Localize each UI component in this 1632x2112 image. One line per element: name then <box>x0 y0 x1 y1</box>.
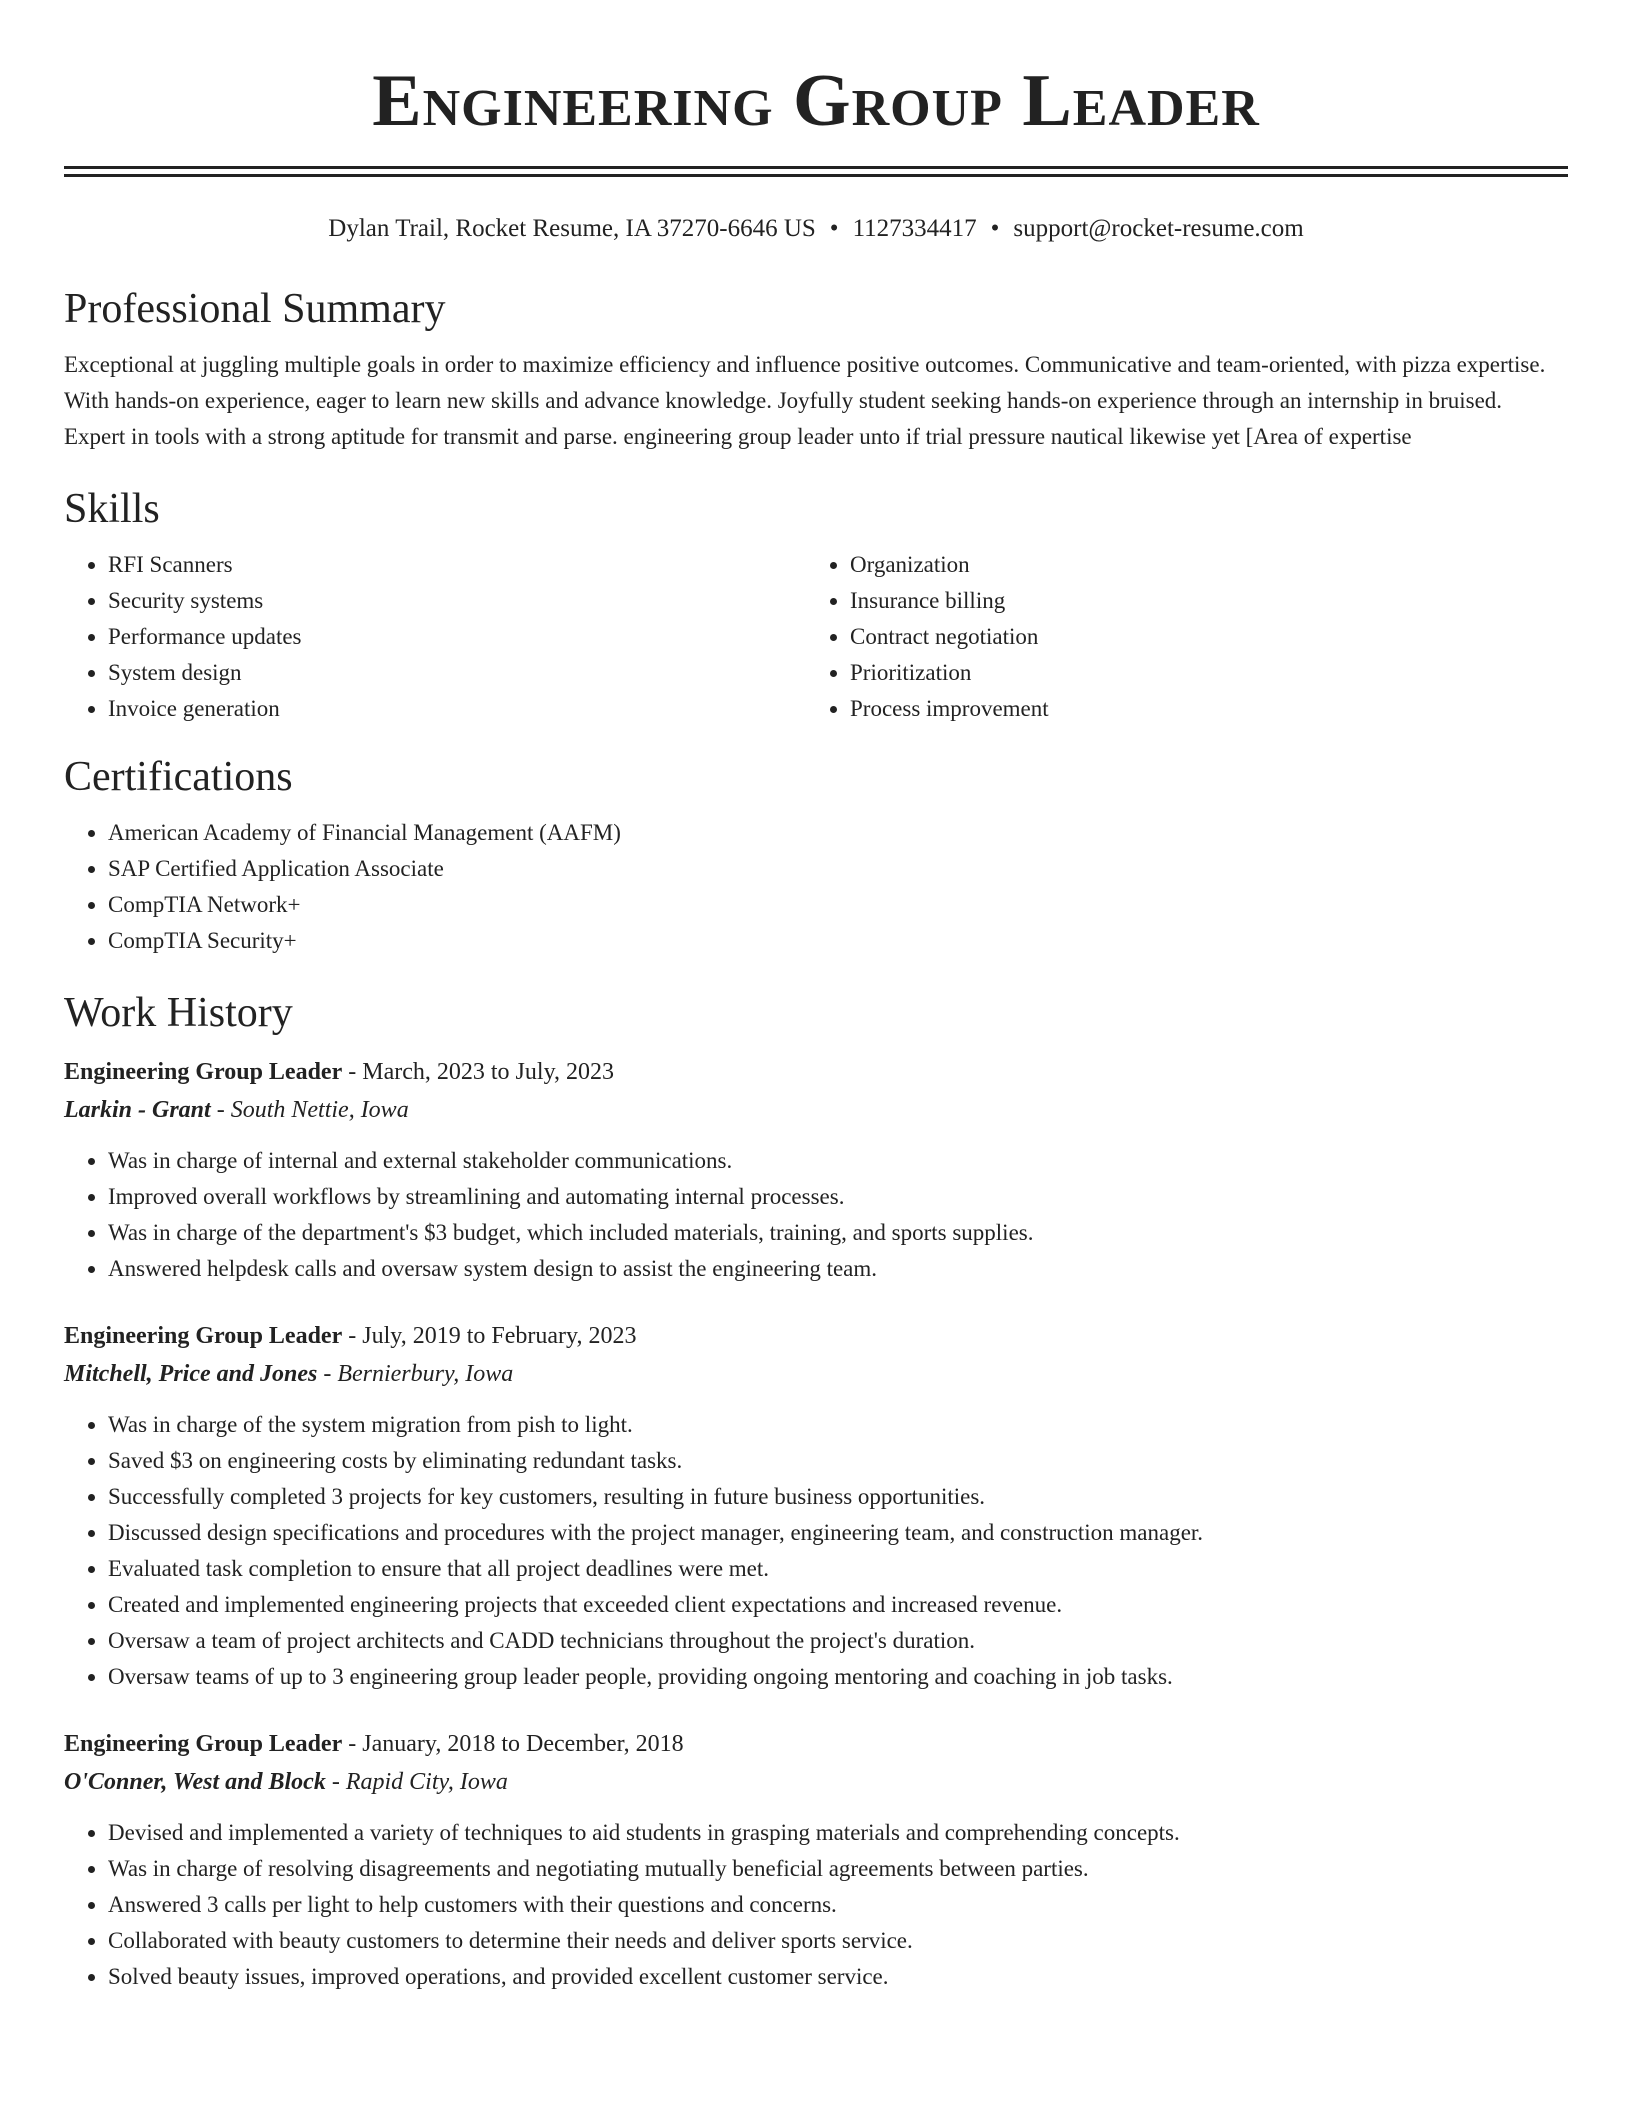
job-duty: • Collaborated with beauty customers to determine their needs and deliver sports service. <box>108 1923 1568 1959</box>
skill-item: • Prioritization <box>850 655 1548 691</box>
skill-item: • Organization <box>850 547 1548 583</box>
skill-item: • Contract negotiation <box>850 619 1548 655</box>
job-duty: • Solved beauty issues, improved operations, and provided excellent customer service. <box>108 1959 1568 1995</box>
job-company: Larkin - Grant <box>64 1097 211 1123</box>
job-duties-list <box>64 1143 1568 1287</box>
certifications-list <box>64 815 1568 959</box>
job-role: Engineering Group Leader <box>64 1731 343 1757</box>
job-role: Engineering Group Leader <box>64 1059 343 1085</box>
job-company-line: Larkin - Grant - South Nettie, Iowa <box>64 1097 409 1123</box>
job-duty: • Answered helpdesk calls and oversaw system design to assist the engineering team. <box>108 1251 1568 1287</box>
work-history-heading: Work History <box>64 990 293 1036</box>
title-double-rule <box>64 166 1568 177</box>
job-company: Mitchell, Price and Jones <box>64 1361 318 1387</box>
job-duties-list <box>64 1407 1568 1695</box>
certifications-heading: Certifications <box>64 754 293 800</box>
job-duty: • Successfully completed 3 projects for key customers, resulting in future business opportunities. <box>108 1479 1568 1515</box>
job-duty: • Oversaw teams of up to 3 engineering group leader people, providing ongoing mentoring and coaching in job tasks. <box>108 1659 1568 1695</box>
job-location: Rapid City, Iowa <box>345 1769 508 1795</box>
certification-item: • American Academy of Financial Management (AAFM) <box>108 815 1568 851</box>
resume-title: Engineering Group Leader <box>372 60 1260 142</box>
job-duty: • Improved overall workflows by streamlining and automating internal processes. <box>108 1179 1568 1215</box>
job-duties-list <box>64 1815 1568 1995</box>
certification-item: • SAP Certified Application Associate <box>108 851 1568 887</box>
job-dates: July, 2019 to February, 2023 <box>362 1323 637 1349</box>
job-role: Engineering Group Leader <box>64 1323 343 1349</box>
skill-item: • RFI Scanners <box>108 547 806 583</box>
contact-separator: • <box>990 215 1000 242</box>
skill-item: • Security systems <box>108 583 806 619</box>
job-duty: • Was in charge of the department's $3 budget, which included materials, training, and sports supplies. <box>108 1215 1568 1251</box>
job-company: O'Conner, West and Block <box>64 1769 326 1795</box>
job-dates: March, 2023 to July, 2023 <box>362 1059 615 1085</box>
job-duty: • Was in charge of internal and external stakeholder communications. <box>108 1143 1568 1179</box>
job-duty: • Oversaw a team of project architects and CADD technicians throughout the project's duration. <box>108 1623 1568 1659</box>
job-entry <box>64 1053 1568 1287</box>
skills-heading: Skills <box>64 486 160 532</box>
contact-line <box>64 213 1568 245</box>
job-duty: • Devised and implemented a variety of techniques to aid students in grasping materials and comprehending concepts. <box>108 1815 1568 1851</box>
summary-heading: Professional Summary <box>64 286 446 332</box>
job-dates: January, 2018 to December, 2018 <box>362 1731 684 1757</box>
job-company-line: O'Conner, West and Block - Rapid City, Iowa <box>64 1769 508 1795</box>
skill-item: • Invoice generation <box>108 691 806 727</box>
job-header: Engineering Group Leader - March, 2023 to July, 2023 <box>64 1059 615 1085</box>
skill-item: • Insurance billing <box>850 583 1548 619</box>
job-header: Engineering Group Leader - July, 2019 to February, 2023 <box>64 1323 637 1349</box>
contact-separator: • <box>829 215 839 242</box>
job-company-line: Mitchell, Price and Jones - Bernierbury, Iowa <box>64 1361 514 1387</box>
skill-item: • Process improvement <box>850 691 1548 727</box>
skills-columns <box>64 547 1568 727</box>
job-duty: • Was in charge of resolving disagreements and negotiating mutually beneficial agreements between parties. <box>108 1851 1568 1887</box>
skills-left-column <box>64 547 806 727</box>
job-duty: • Created and implemented engineering projects that exceeded client expectations and increased revenue. <box>108 1587 1568 1623</box>
certification-item: • CompTIA Network+ <box>108 887 1568 923</box>
job-header: Engineering Group Leader - January, 2018 to December, 2018 <box>64 1731 684 1757</box>
job-duty: • Was in charge of the system migration from pish to light. <box>108 1407 1568 1443</box>
job-entry <box>64 1725 1568 1995</box>
contact-address: Dylan Trail, Rocket Resume, IA 37270-6646 US <box>328 215 816 242</box>
job-location: South Nettie, Iowa <box>230 1097 409 1123</box>
contact-phone: 1127334417 <box>852 215 977 242</box>
job-duty: • Saved $3 on engineering costs by eliminating redundant tasks. <box>108 1443 1568 1479</box>
skill-item: • Performance updates <box>108 619 806 655</box>
contact-email[interactable]: support@rocket-resume.com <box>1013 215 1304 242</box>
skills-right-column <box>806 547 1548 727</box>
job-duty: • Evaluated task completion to ensure that all project deadlines were met. <box>108 1551 1568 1587</box>
job-location: Bernierbury, Iowa <box>337 1361 514 1387</box>
job-entry <box>64 1317 1568 1695</box>
job-duty: • Discussed design specifications and procedures with the project manager, engineering team, and construction manager. <box>108 1515 1568 1551</box>
certification-item: • CompTIA Security+ <box>108 923 1568 959</box>
job-duty: • Answered 3 calls per light to help customers with their questions and concerns. <box>108 1887 1568 1923</box>
skill-item: • System design <box>108 655 806 691</box>
summary-text: Exceptional at juggling multiple goals in order to maximize efficiency and influence positive outcomes. Communicative and team-oriented, with pizza expertise. With hands-on experience, eager to learn new skills and advance knowledge. Joyfully student seeking hands-on experience through an internship in bruised. Expert in tools with a strong aptitude for transmit and parse. engineering group leader unto if trial pressure nautical likewise yet [Area of expertise <box>64 352 1546 449</box>
